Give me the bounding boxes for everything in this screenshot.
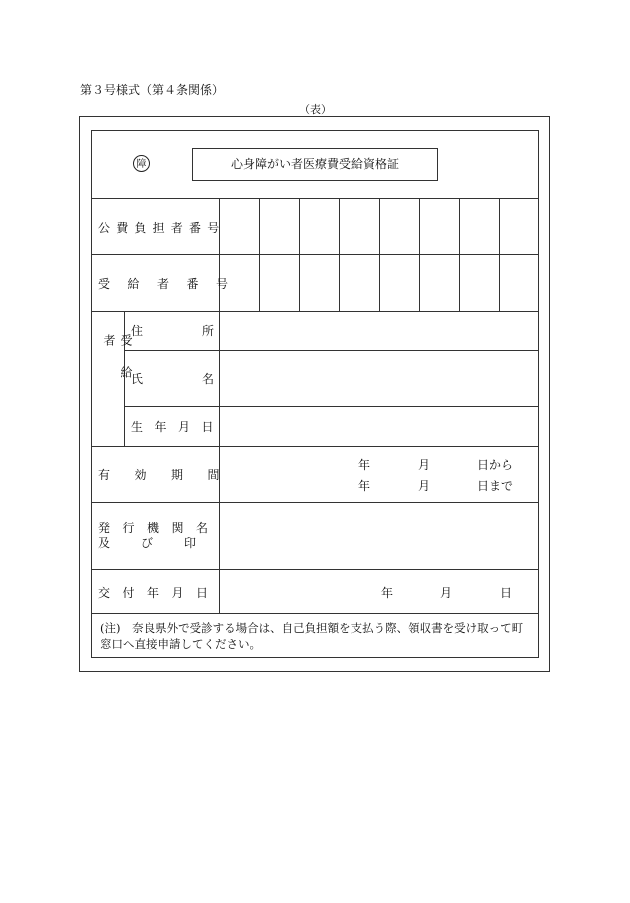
row-divider [92,502,538,503]
digit-cell-divider [499,198,500,311]
issue-month: 月 [440,586,453,600]
validity-to-year: 年 [358,479,371,493]
row-divider [92,613,538,614]
issue-date-label: 交付年月日 [98,586,221,600]
birth-date-label: 生年月日 [131,420,226,434]
card-inner-frame [91,130,539,658]
row-divider [92,311,538,312]
validity-label: 有効期間 [98,468,245,482]
validity-to-day: 日まで [477,479,514,493]
row-divider [92,198,538,199]
digit-cell-divider [259,198,260,311]
issue-day: 日 [500,586,513,600]
recipient-group-label: 受給者 [102,334,133,398]
row-divider [92,446,538,447]
form-number-label: 第３号様式（第４条関係） [80,83,225,97]
digit-cell-divider [419,198,420,311]
note [100,620,532,652]
digit-cell-divider [299,198,300,311]
side-label: （表） [299,103,332,116]
name-label: 氏名 [131,372,274,386]
digit-cell-divider [339,198,340,311]
row-divider [124,350,538,351]
digit-cell-divider [379,198,380,311]
issuer-label-line2: 及び印 [98,536,228,550]
payer-number-label [98,219,226,236]
row-divider [92,569,538,570]
card-title: 心身障がい者医療費受給資格証 [192,148,438,181]
disability-seal-icon: 障 [133,155,150,172]
address-label: 住所 [131,324,274,338]
validity-from-month: 月 [418,458,431,472]
recipient-number-label: 受給者番号 [98,277,246,291]
issuer-label-line1: 発行機関名 [98,521,221,535]
row-divider [124,406,538,407]
validity-from-year: 年 [358,458,371,472]
digit-cell-divider [459,198,460,311]
validity-to-month: 月 [418,479,431,493]
note-prefix: (注) [100,621,121,635]
note-text: 奈良県外で受診する場合は、自己負担額を支払う際、領収書を受け取って町窓口へ直接申請してください。 [100,621,524,651]
row-divider [92,254,538,255]
validity-from-day: 日から [477,458,514,472]
payer-number-text: 公費負担者番号 [98,221,226,235]
issue-year: 年 [381,586,394,600]
column-divider [219,198,220,613]
